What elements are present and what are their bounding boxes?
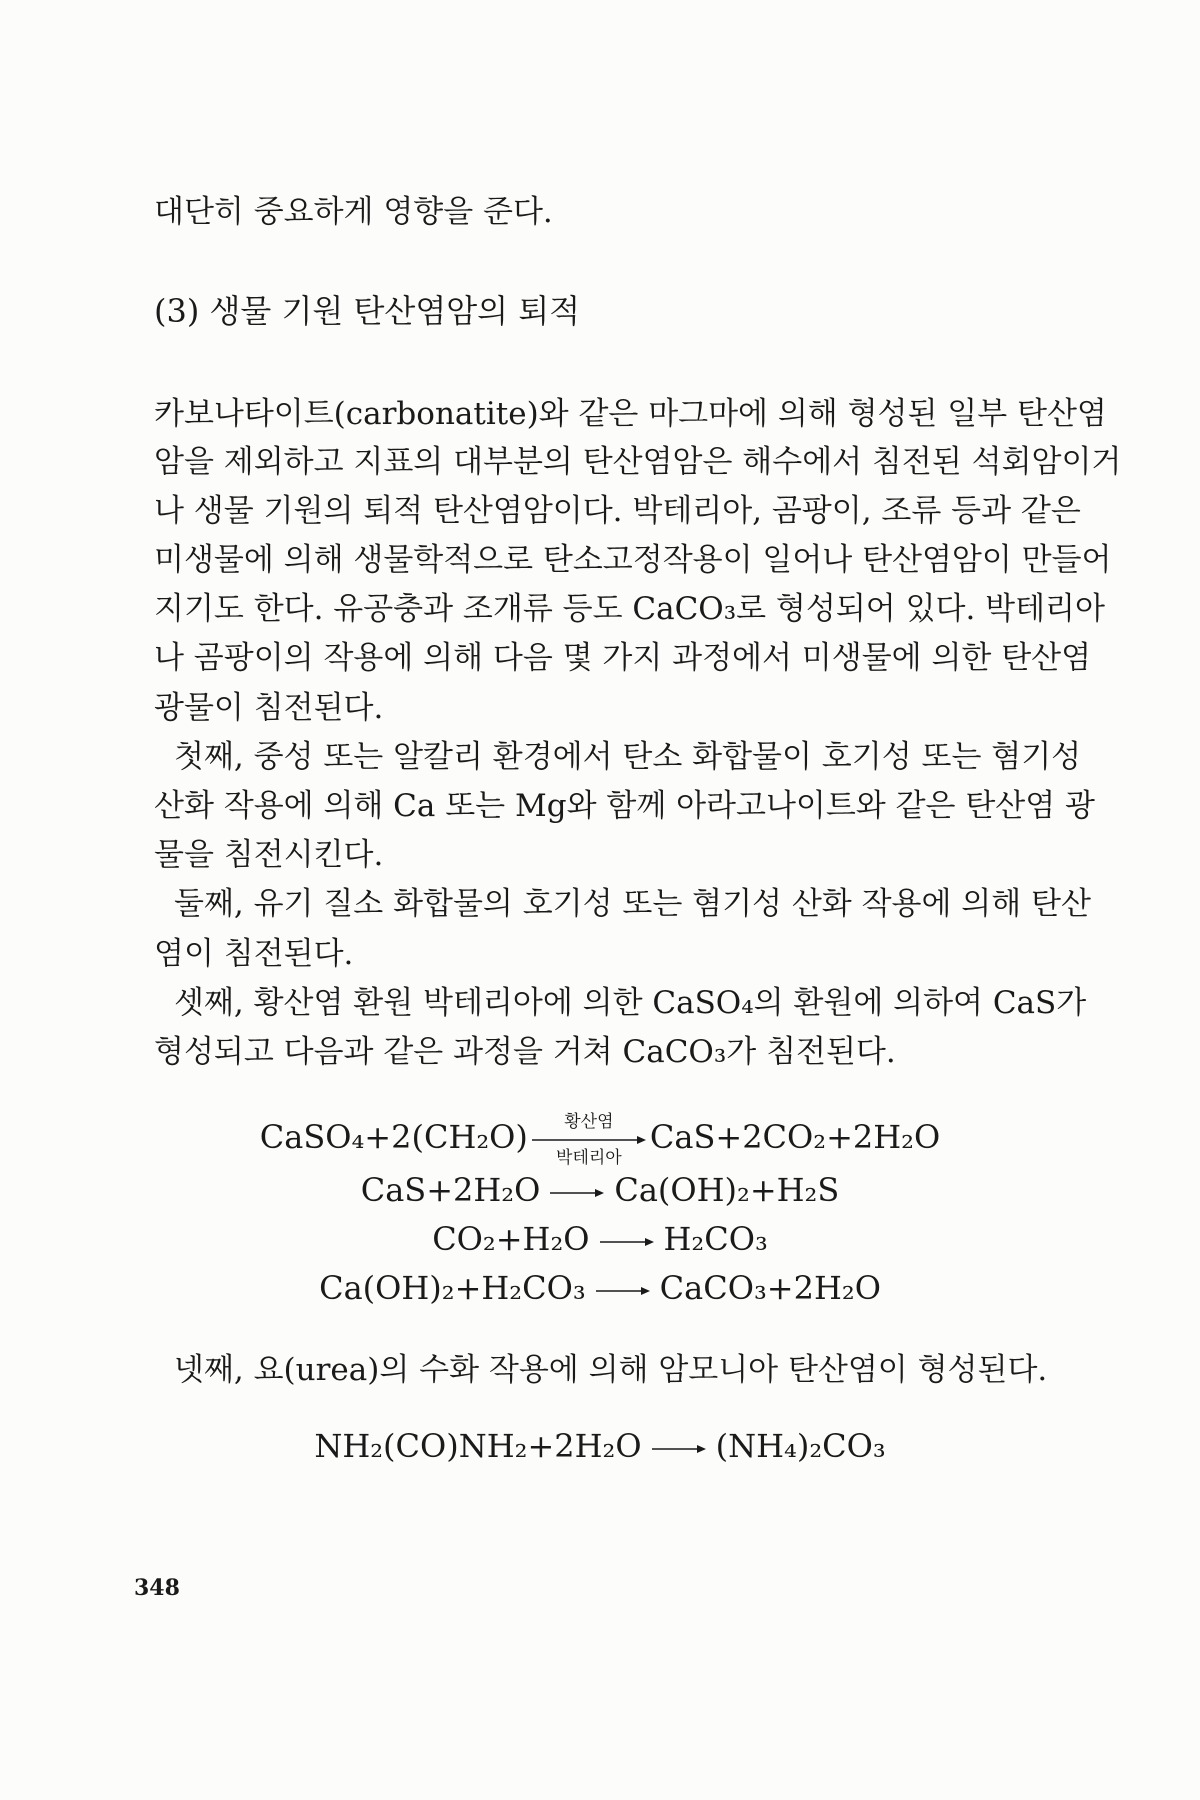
equation-reactants: NH₂(CO)NH₂+2H₂O [314, 1427, 642, 1465]
equation-products: H₂CO₃ [663, 1220, 768, 1258]
paragraph-line: 물을 침전시킨다. [154, 837, 384, 873]
arrow-icon [594, 1285, 652, 1297]
equation-5 [0, 1426, 1200, 1466]
paragraph-line: 광물이 침전된다. [154, 690, 384, 726]
text-line-intro: 대단히 중요하게 영향을 준다. [154, 194, 553, 230]
equation-reactants: CO₂+H₂O [432, 1220, 590, 1258]
paragraph-line: 미생물에 의해 생물학적으로 탄소고정작용이 일어나 탄산염암이 만들어 [154, 542, 1112, 578]
equation-products: CaCO₃+2H₂O [659, 1269, 881, 1307]
paragraph-line: 나 생물 기원의 퇴적 탄산염암이다. 박테리아, 곰팡이, 조류 등과 같은 [154, 493, 1081, 529]
arrow-label-below: 박테리아 [556, 1147, 622, 1168]
arrow-label-above: 황산염 [564, 1111, 614, 1132]
equation-reactants: CaS+2H₂O [360, 1171, 541, 1209]
paragraph-line: 형성되고 다음과 같은 과정을 거쳐 CaCO₃가 침전된다. [154, 1034, 896, 1070]
equation-2 [0, 1170, 1200, 1210]
equation-reactants: Ca(OH)₂+H₂CO₃ [319, 1269, 586, 1307]
paragraph-line: 셋째, 황산염 환원 박테리아에 의한 CaSO₄의 환원에 의하여 CaS가 [174, 985, 1087, 1021]
equation-products: (NH₄)₂CO₃ [715, 1427, 886, 1465]
paragraph-line: 첫째, 중성 또는 알칼리 환경에서 탄소 화합물이 호기성 또는 혐기성 [174, 739, 1082, 775]
paragraph-line: 카보나타이트(carbonatite)와 같은 마그마에 의해 형성된 일부 탄산염 [154, 396, 1107, 432]
page-number: 348 [134, 1575, 180, 1601]
equation-reactants: CaSO₄+2(CH₂O) [259, 1118, 528, 1156]
reaction-arrow-labeled [530, 1111, 648, 1168]
arrow-icon [598, 1236, 656, 1248]
paragraph-line: 암을 제외하고 지표의 대부분의 탄산염암은 해수에서 침전된 석회암이거 [154, 444, 1122, 480]
arrow-icon [650, 1443, 708, 1455]
equation-products: Ca(OH)₂+H₂S [614, 1171, 840, 1209]
arrow-icon [548, 1187, 606, 1199]
equation-3 [0, 1219, 1200, 1259]
paragraph-line: 염이 침전된다. [154, 936, 354, 972]
equation-products: CaS+2CO₂+2H₂O [649, 1118, 941, 1156]
paragraph-line: 둘째, 유기 질소 화합물의 호기성 또는 혐기성 산화 작용에 의해 탄산 [174, 886, 1091, 922]
equation-4 [0, 1268, 1200, 1308]
paragraph-line: 산화 작용에 의해 Ca 또는 Mg와 함께 아라고나이트와 같은 탄산염 광 [154, 788, 1095, 824]
section-heading: (3) 생물 기원 탄산염암의 퇴적 [154, 292, 581, 330]
paragraph-line: 넷째, 요(urea)의 수화 작용에 의해 암모니아 탄산염이 형성된다. [174, 1352, 1048, 1388]
paragraph-line: 나 곰팡이의 작용에 의해 다음 몇 가지 과정에서 미생물에 의한 탄산염 [154, 640, 1092, 676]
paragraph-line: 지기도 한다. 유공충과 조개류 등도 CaCO₃로 형성되어 있다. 박테리아 [154, 591, 1105, 627]
arrow-icon [530, 1135, 648, 1145]
equation-1 [0, 1111, 1200, 1168]
